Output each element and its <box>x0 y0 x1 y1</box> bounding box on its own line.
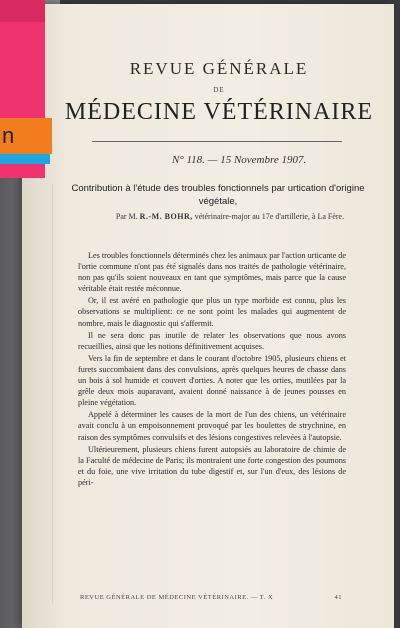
article-body <box>78 250 346 489</box>
page-number: 41 <box>334 594 342 601</box>
document-page <box>22 4 394 628</box>
byline-author: R.-M. BOHR, <box>139 212 193 221</box>
sticker-tab <box>0 0 45 178</box>
sticker-letter: n <box>2 123 15 148</box>
sticker-fold <box>0 0 45 22</box>
sticker-band <box>0 118 52 154</box>
journal-title-line1: REVUE GÉNÉRALE <box>129 59 309 78</box>
issue-number-date: N° 118. — 15 Novembre 1907. <box>172 154 307 166</box>
journal-title-de: DE <box>213 86 225 94</box>
article-byline <box>80 212 380 221</box>
page-footer <box>80 594 342 601</box>
paragraph: Or, il est avéré en pathologie que plus un type morbide est connu, plus les observations se multiplient: ce ne sont point les malades qui augmentent de nombre, mais le diagnostic qui s'affermit. <box>78 296 346 328</box>
paragraph: Appelé à déterminer les causes de la mort de l'un des chiens, un vétérinaire avait conclu à un empoisonnement provoqué par les boulettes de strychnine, en raison des symptômes convulsifs et des lésions congestives relevées à l'autopsie. <box>78 410 346 442</box>
paragraph: Vers la fin de septembre et dans le courant d'octobre 1905, plusieurs chiens et furets succombaient dans des convulsions, après quelques heures de chasse dans un bois à sol humide et couvert d'orties. A noter que les orties, mutilées par la grêle deux mois auparavant, avaient donné naissance à de jeunes pousses en pleine végétation. <box>78 353 346 408</box>
byline-role: vétérinaire-major au 17e d'artillerie, à La Fère. <box>194 212 345 221</box>
paragraph: Ultérieurement, plusieurs chiens furent autopsiés au laboratoire de chimie de la Faculté de médecine de Paris; ils montraient une forte congestion des poumons et du foie, une vive irritation du tube digestif et, sur l'un d'eux, des lésions de péri- <box>78 444 346 487</box>
journal-title-line2: MÉDECINE VÉTÉRINAIRE <box>64 99 374 125</box>
byline-prefix: Par M. <box>115 212 138 221</box>
article-title: Contribution à l'étude des troubles fonctionnels par urtication d'origine végétale, <box>71 183 365 207</box>
paragraph: Les troubles fonctionnels déterminés chez les animaux par l'action urticante de l'ortie commune n'ont pas été signalés dans nos traités de pathologie vétérinaire, non pas qu'ils soient nouveaux en tant que symptômes, mais parce que la cause véritable était restée méconnue. <box>78 251 346 294</box>
running-title: REVUE GÉNÉRALE DE MÉDECINE VÉTÉRINAIRE. — T. X <box>80 594 274 601</box>
page-crease <box>52 184 53 604</box>
paragraph: Il ne sera donc pas inutile de relater les observations que nous avons recueillies, ainsi que les notions définitivement acquises. <box>78 330 346 351</box>
header-rule <box>92 141 342 142</box>
sticker-blue-strip <box>0 154 50 164</box>
